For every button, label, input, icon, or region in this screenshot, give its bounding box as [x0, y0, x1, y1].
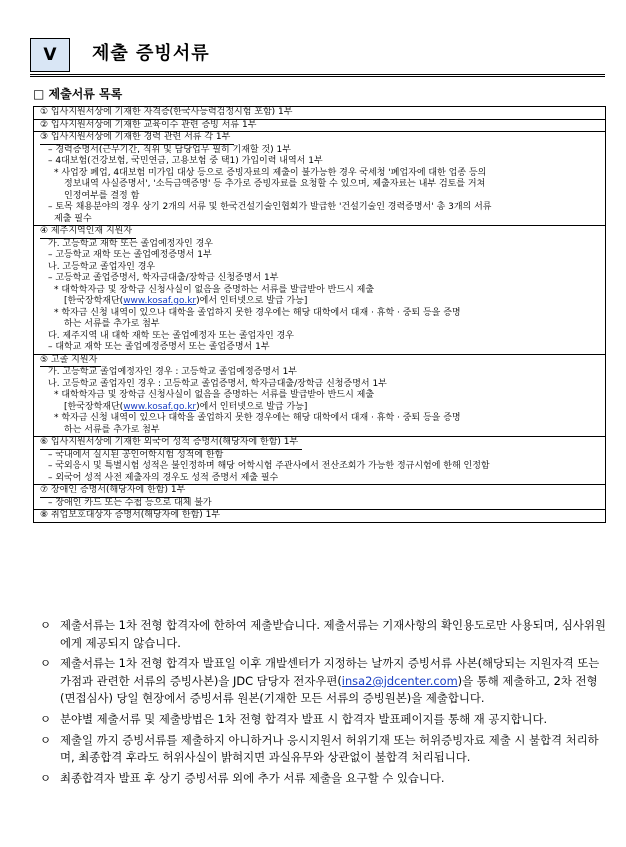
row-heading: ⑤ 고졸 지원자 — [40, 355, 101, 368]
bullet-icon: ㅇ — [40, 618, 52, 632]
row-line: * 사업장 폐업, 4대보험 미가입 대상 등으로 증빙자료의 제출이 불가능한 경우 국세청 '폐업자에 대한 업종 등의 — [54, 167, 487, 178]
row-line: [한국장학재단(www.kosaf.go.kr)에서 인터넷으로 발급 가능] — [64, 401, 308, 412]
row-line: 나. 고등학교 졸업자인 경우 — [48, 261, 156, 272]
note-text: )을 통해 제출하고, 2차 전형(면접심사) 당일 현장에서 증빙서류 원본(기재한 모든 서류의 증빙원본)을 제출합니다. — [60, 673, 598, 706]
row-heading: ③ 입사지원서상에 기재한 경력 관련 서류 각 1부 — [40, 132, 234, 145]
row-line: * 학자금 신청 내역이 있으나 대학을 졸업하지 못한 경우에는 해당 대학에서 대재 · 휴학 · 중퇴 등을 증명 — [54, 307, 461, 318]
note-item — [34, 655, 606, 708]
row-line: 제출 필수 — [54, 213, 92, 224]
email-link[interactable]: insa2@jdcenter.com — [341, 673, 458, 688]
section-header — [30, 38, 605, 72]
row-heading: ⑥ 입사지원서상에 기재한 외국어 성적 증명서(해당자에 한함) 1부 — [40, 437, 302, 450]
note-item — [34, 617, 606, 652]
row-line: 가. 고등학교 졸업예정자인 경우 : 고등학교 졸업예정증명서 1부 — [48, 367, 297, 377]
table-row — [34, 120, 605, 133]
bullet-icon: ㅇ — [40, 770, 52, 785]
table-row — [34, 355, 605, 438]
note-item — [34, 732, 606, 767]
bullet-icon: ㅇ — [40, 656, 52, 671]
row-line: [한국장학재단(www.kosaf.go.kr)에서 인터넷으로 발급 가능] — [64, 296, 308, 306]
section-number: V — [30, 38, 70, 72]
row-line: – 4대보험(건강보험, 국민연금, 고용보험 중 택1) 가입이력 내역서 1부 — [48, 156, 323, 166]
row-line: – 대학교 재학 또는 졸업예정증명서 또는 졸업증명서 1부 — [48, 342, 270, 352]
table-row — [34, 437, 605, 485]
table-row — [34, 485, 605, 510]
row-heading: ④ 제주지역인재 지원자 — [40, 226, 136, 239]
table-row — [34, 226, 605, 355]
row-line: 하는 서류를 추가로 첨부 — [64, 424, 160, 435]
note-text: 분야별 제출서류 및 제출방법은 1차 전형 합격자 발표 시 합격자 발표페이지를 통해 재 공지합니다. — [60, 711, 548, 726]
kosaf-link[interactable]: www.kosaf.go.kr — [123, 296, 197, 306]
row-line: – 토목 채용분야의 경우 상기 2개의 서류 및 한국건설기술인협회가 발급한 '건설기술인 경력증명서' 총 3개의 서류 — [48, 202, 492, 212]
kosaf-link[interactable]: www.kosaf.go.kr — [123, 401, 197, 412]
row-line: – 경력증명서(근무기간, 직위 및 담당업무 필히 기재할 것) 1부 — [48, 144, 291, 155]
row-heading: ⑦ 장애인 증명서(해당자에 한함) 1부 — [40, 485, 189, 498]
row-line: 인정여부를 결정 함 — [64, 190, 140, 201]
row-text: ① 입사지원서상에 기재한 자격증(한국사능력검정시험 포함) 1부 — [40, 107, 293, 117]
row-line: – 고등학교 졸업증명서, 학자금대출/장학금 신청증명서 1부 — [48, 273, 279, 283]
document-table — [33, 106, 606, 523]
row-line: 하는 서류를 추가로 첨부 — [64, 319, 160, 329]
bullet-icon: ㅇ — [40, 732, 52, 747]
row-line: 정보내역 사실증명서', '소득금액증명' 등 추가로 증빙자료를 요청할 수 있으며, 제출자료는 내부 검토를 거쳐 — [64, 179, 486, 189]
row-line: * 대학학자금 및 장학금 신청사실이 없음을 증명하는 서류를 발급받아 반드시 제출 — [54, 390, 375, 400]
note-text: 제출일 까지 증빙서류를 제출하지 아니하거나 응시지원서 허위기재 또는 허위증빙자료 제출 시 불합격 처리하며, 최종합격 후라도 허위사실이 밝혀지면 과실유무와 상관없이 불합격 처리됩니다. — [60, 732, 599, 765]
table-row — [34, 132, 605, 226]
section-title: 제출 증빙서류 — [92, 43, 210, 64]
row-line: 나. 고등학교 졸업자인 경우 : 고등학교 졸업증명서, 학자금대출/장학금 신청증명서 1부 — [48, 378, 387, 389]
row-line: – 장애인 카드 또는 수첩 등으로 대체 불가 — [48, 497, 212, 508]
row-line: – 고등학교 재학 또는 졸업예정증명서 1부 — [48, 250, 212, 260]
row-line: * 대학학자금 및 장학금 신청사실이 없음을 증명하는 서류를 발급받아 반드시 제출 — [54, 284, 375, 295]
row-text: ⑧ 취업보호대상자 증명서(해당자에 한함) 1부 — [40, 510, 221, 520]
row-line: 다. 제주지역 내 대학 재학 또는 졸업예정자 또는 졸업자인 경우 — [48, 330, 294, 341]
header-rule — [30, 74, 605, 77]
note-text: 제출서류는 1차 전형 합격자에 한하여 제출받습니다. 제출서류는 기재사항의 확인용도로만 사용되며, 심사위원에게 제공되지 않습니다. — [60, 618, 606, 650]
table-row — [34, 510, 605, 522]
note-item — [34, 770, 606, 788]
note-text: 제출서류는 1차 전형 합격자 발표일 이후 개발센터가 지정하는 날까지 증빙서류 사본(해당되는 지원자격 또는 가점과 관련한 서류의 증빙사본)을 JDC 담당자 전자우편( — [60, 656, 600, 688]
row-text: ② 입사지원서상에 기재한 교육이수 관련 증빙 서류 1부 — [40, 119, 257, 130]
bullet-icon: ㅇ — [40, 711, 52, 726]
row-line: 가. 고등학교 재학 또는 졸업예정자인 경우 — [48, 238, 213, 249]
list-subtitle: □ 제출서류 목록 — [33, 87, 123, 101]
row-line: – 국내에서 실시된 공인어학시험 성적에 한함 — [48, 449, 224, 460]
table-row — [34, 107, 605, 120]
row-line: * 학자금 신청 내역이 있으나 대학을 졸업하지 못한 경우에는 해당 대학에서 대재 · 휴학 · 중퇴 등을 증명 — [54, 413, 461, 423]
note-item — [34, 711, 606, 729]
row-line: – 국외응시 및 특별시험 성적은 불인정하며 해당 어학시험 주관사에서 전산조회가 가능한 정규시험에 한해 인정함 — [48, 461, 490, 471]
notes-list — [34, 617, 606, 790]
note-text: 최종합격자 발표 후 상기 증빙서류 외에 추가 서류 제출을 요구할 수 있습니다. — [60, 770, 445, 785]
row-line: – 외국어 성적 사전 제출자의 경우도 성적 증명서 제출 필수 — [48, 472, 279, 483]
